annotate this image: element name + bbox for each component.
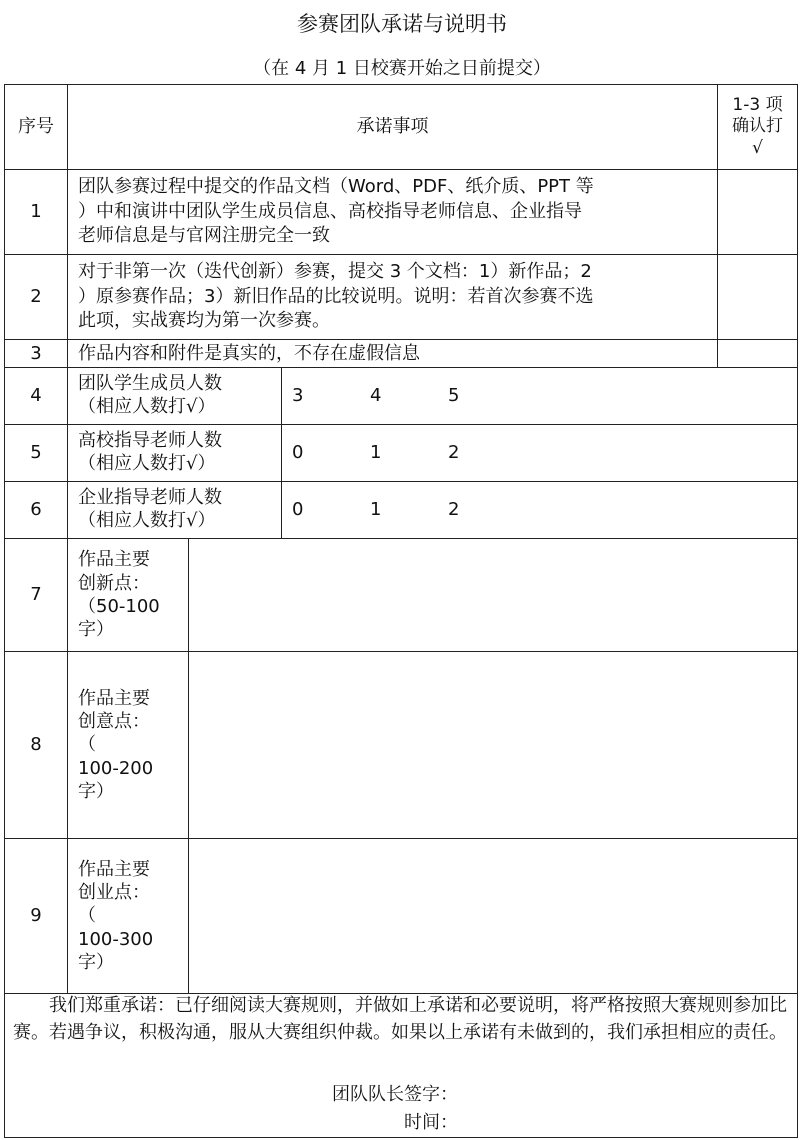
row-7-input-area[interactable] — [188, 538, 798, 652]
row-5-option[interactable]: 2 — [448, 442, 460, 464]
row-4-option[interactable]: 3 — [292, 385, 304, 407]
row-4-options — [281, 367, 798, 425]
row-6-options — [281, 481, 798, 539]
row-6-number: 6 — [4, 481, 68, 539]
row-5-label: 高校指导老师人数 （相应人数打√） — [67, 424, 282, 482]
date-label: 时间： — [404, 1112, 458, 1133]
document-title: 参赛团队承诺与说明书 — [297, 12, 507, 36]
row-5-option[interactable]: 0 — [292, 442, 304, 464]
leader-signature-label: 团队队长签字： — [332, 1084, 458, 1105]
pledge-statement: 我们郑重承诺：已仔细阅读大赛规则，并做如上承诺和必要说明，将严格按照大赛规则参加比赛。若遇争议，积极沟通，服从大赛组织仲裁。如果以上承诺有未做到的，我们承担相应的责任。 — [13, 995, 787, 1043]
row-7-number: 7 — [4, 538, 68, 652]
header-confirm: 1-3 项 确认打 √ — [717, 84, 798, 170]
row-9-number: 9 — [4, 838, 68, 994]
row-8-number: 8 — [4, 651, 68, 839]
row-2-text: 对于非第一次（迭代创新）参赛，提交 3 个文档：1）新作品；2 ）原参赛作品；3）新旧作品的比较说明。说明：若首次参赛不选 此项，实战赛均为第一次参赛。 — [67, 254, 718, 340]
row-6-option[interactable]: 2 — [448, 499, 460, 521]
row-7-label: 作品主要 创新点： （50-100 字） — [67, 538, 189, 652]
row-2-number: 2 — [4, 254, 68, 340]
header-items: 承诺事项 — [67, 84, 718, 170]
row-4-label: 团队学生成员人数 （相应人数打√） — [67, 367, 282, 425]
row-1-text: 团队参赛过程中提交的作品文档（Word、PDF、纸介质、PPT 等 ）中和演讲中团队学生成员信息、高校指导老师信息、企业指导 老师信息是与官网注册完全一致 — [67, 169, 718, 255]
row-9-label: 作品主要 创业点： （ 100-300 字） — [67, 838, 189, 994]
row-9-input-area[interactable] — [188, 838, 798, 994]
row-3-confirm-box[interactable] — [717, 339, 798, 368]
row-1-confirm-box[interactable] — [717, 169, 798, 255]
row-6-option[interactable]: 1 — [370, 499, 382, 521]
row-4-option[interactable]: 5 — [448, 385, 460, 407]
document-subtitle: （在 4 月 1 日校赛开始之日前提交） — [253, 58, 551, 79]
row-5-number: 5 — [4, 424, 68, 482]
row-6-option[interactable]: 0 — [292, 499, 304, 521]
row-5-option[interactable]: 1 — [370, 442, 382, 464]
row-4-option[interactable]: 4 — [370, 385, 382, 407]
row-3-number: 3 — [4, 339, 68, 368]
row-6-label: 企业指导老师人数 （相应人数打√） — [67, 481, 282, 539]
row-2-confirm-box[interactable] — [717, 254, 798, 340]
row-3-text: 作品内容和附件是真实的，不存在虚假信息 — [67, 339, 718, 368]
row-5-options — [281, 424, 798, 482]
row-4-number: 4 — [4, 367, 68, 425]
header-seq: 序号 — [4, 84, 68, 170]
row-1-number: 1 — [4, 169, 68, 255]
row-8-input-area[interactable] — [188, 651, 798, 839]
row-8-label: 作品主要 创意点： （ 100-200 字） — [67, 651, 189, 839]
